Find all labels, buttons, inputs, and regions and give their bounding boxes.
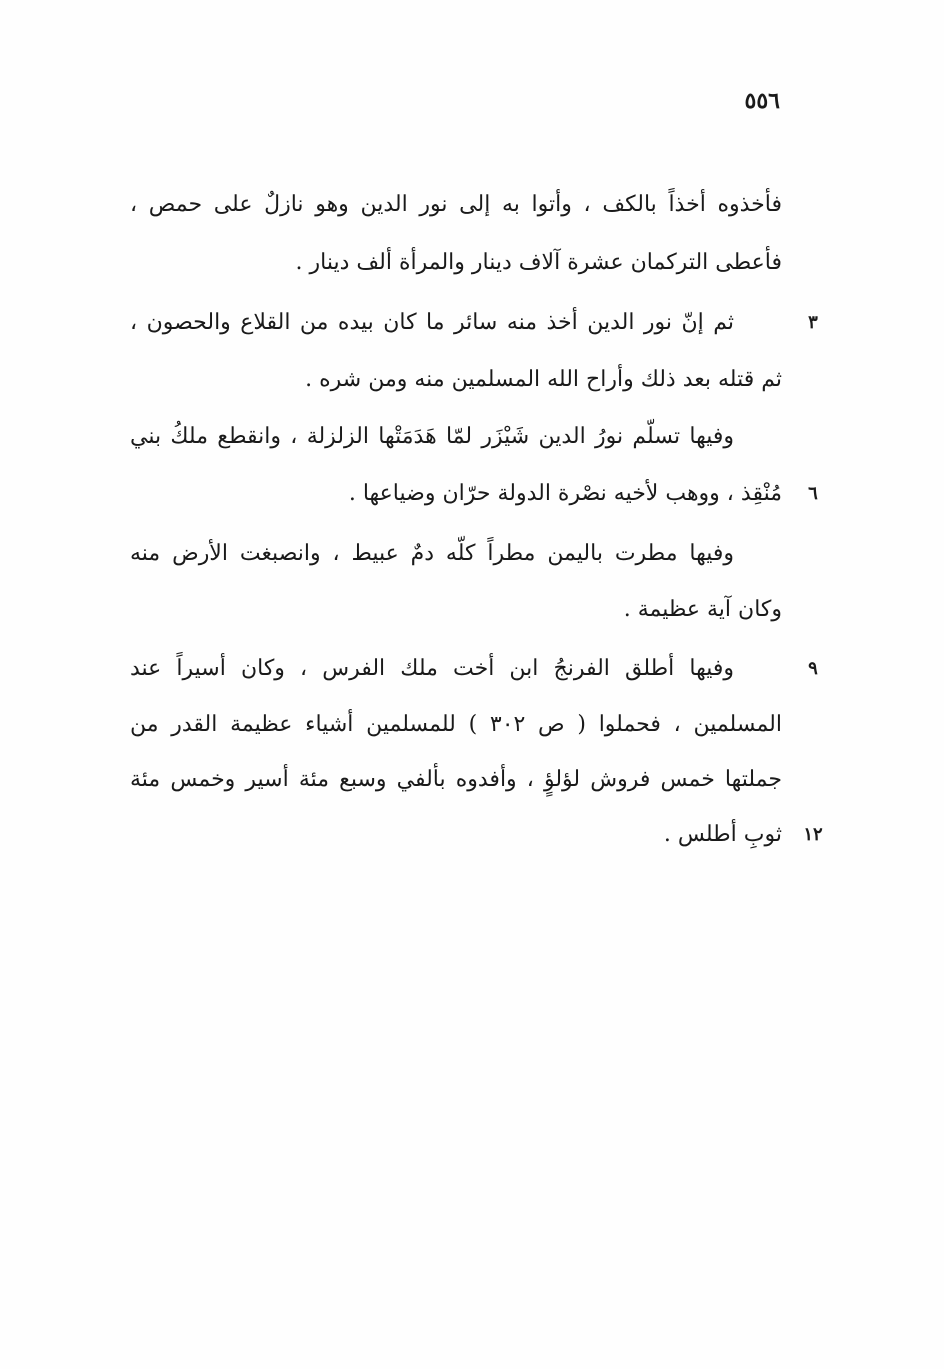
- line-number-9: ٩: [808, 658, 818, 679]
- text-line-9: وفيها أطلق الفرنجُ ابن أخت ملك الفرس ، وكان أسيراً عند: [130, 656, 734, 681]
- text-line-5: وفيها تسلّم نورُ الدين شَيْزَر لمّا هَدَمَتْها الزلزلة ، وانقطع ملكُ بني: [130, 424, 734, 449]
- line-number-6: ٦: [808, 483, 818, 504]
- text-line-4: ثم قتله بعد ذلك وأراح الله المسلمين منه ومن شره .: [305, 367, 782, 392]
- text-line-7: وفيها مطرت باليمن مطراً كلّه دمٌ عبيط ، وانصبغت الأرض منه: [130, 541, 734, 566]
- page-number: ٥٥٦: [744, 88, 780, 114]
- text-line-10: المسلمين ، فحملوا ( ص ٣٠٢ ) للمسلمين أشياء عظيمة القدر من: [130, 712, 782, 737]
- text-line-12: ثوبِ أطلس .: [663, 822, 782, 847]
- text-line-3: ثم إنّ نور الدين أخذ منه سائر ما كان بيده من القلاع والحصون ،: [130, 310, 734, 335]
- text-line-2: فأعطى التركمان عشرة آلاف دينار والمرأة ألف دينار .: [295, 250, 782, 275]
- text-line-1: فأخذوه أخذاً بالكف ، وأتوا به إلى نور الدين وهو نازلٌ على حمص ،: [130, 192, 782, 217]
- line-number-12: ١٢: [803, 824, 823, 845]
- text-line-6: مُنْقِذ ، ووهب لأخيه نصْرة الدولة حرّان وضياعها .: [348, 481, 782, 506]
- text-line-8: وكان آية عظيمة .: [623, 597, 782, 622]
- line-number-3: ٣: [808, 312, 818, 333]
- text-line-11: جملتها خمس فروش لؤلؤٍ ، وأفدوه بألفي وسبع مئة أسير وخمس مئة: [130, 767, 782, 792]
